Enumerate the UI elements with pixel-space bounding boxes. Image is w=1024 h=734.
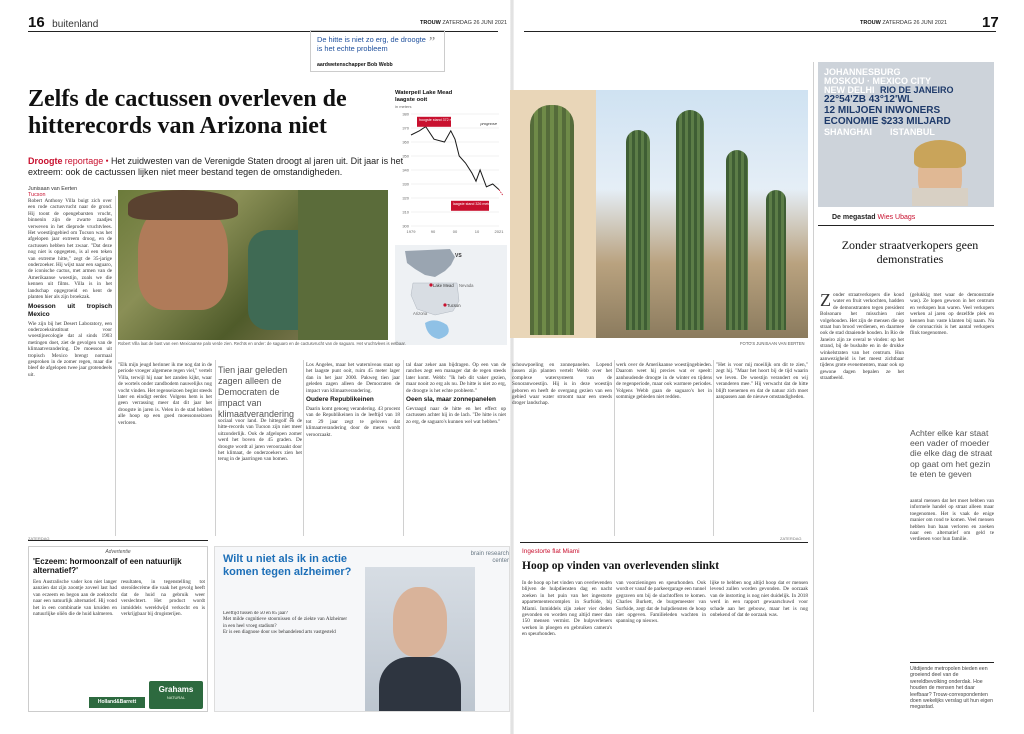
column-label-name: De megastad (832, 214, 876, 221)
article-lead-text: Het zuidwesten van de Verenigde Staten droogt al jaren uit. Dit jaar is het extreem: ook de cactussen lijken niet meer bestand tegen de omstandigheden. (28, 156, 404, 177)
page-header-left (28, 14, 98, 32)
chart-y-tick: 320 (402, 195, 409, 201)
divider (215, 360, 216, 536)
subhead-2: Oudere Republikeinen (306, 396, 374, 404)
body-column-3: sociaal voor land. De hittegolf en de hitte-records van Tucson zijn niet meer uitzonderlijk. Ook de afgelopen zomer werd het boven de 45 graden. De droogte wordt al jaren veroorzaakt door het klimaat, de onderzoekers zien het terug in de jaarringen van bomen. (218, 418, 302, 463)
chart-title (395, 90, 505, 103)
chart-y-tick: 380 (402, 111, 409, 117)
chart-series-line (411, 127, 499, 190)
column-footnote-rule (910, 662, 994, 663)
chart-title-text: Waterpeil Lake Mead (395, 90, 453, 96)
miami-column-3: lijke te hebben nog altijd hoop dat er mensen levend zullen worden gevonden. De oorzaak van de instorting is nog niet duidelijk. In 2018 werd in een rapport gewaarschuwd voor schade aan het gebouw, maar het is nog onbekend of dat de oorzaak was. (710, 580, 808, 619)
chart-ylabel: in meters (395, 104, 412, 109)
page-number-right: 17 (982, 14, 999, 31)
greenery (298, 190, 388, 340)
miami-rule (520, 542, 808, 543)
column-headline: Zonder straatverkopers geen demonstraties (841, 238, 979, 266)
chart-subtitle: laagste ooit (395, 96, 428, 103)
divider (303, 360, 304, 536)
photo-cactus-fruit (510, 90, 596, 338)
portrait-face (393, 587, 447, 657)
chart-x-tick: 10 (474, 229, 480, 234)
photo-caption: Robert Villa laat de bast van een Mexicaanse palo verde zien. Rechts en onder: de saguaro en de cactusvrucht van de saguaro. Het vruchtvlees is eetbaar. (118, 341, 406, 346)
saguaro-2 (676, 110, 704, 330)
divider (115, 196, 116, 536)
chart-annotation-high: hoogste stand 372 meter (419, 117, 459, 122)
page-number-left: 16 (28, 14, 45, 31)
footer-slug-left: ZATERDAG (28, 536, 50, 541)
city-info-panel (818, 62, 994, 207)
map-label-arizona: Arizona (413, 311, 428, 316)
photo-credit: FOTO'S JUNISAAN VAN EERTEN (740, 341, 805, 346)
ad-alz-brand: brain research center (470, 551, 509, 564)
map-label-lake-mead: Lake Mead (433, 283, 454, 288)
saguaro-3 (726, 150, 748, 330)
ad-alzheimer[interactable] (214, 546, 510, 712)
byline (28, 186, 77, 198)
chart-x-tick: 90 (430, 229, 436, 234)
chart-plot (395, 108, 507, 248)
city-coords: 22°54'ZB 43°12'WL (824, 94, 913, 105)
masthead-brand-right: TROUW (860, 20, 881, 26)
body-column-4: Los Angeles, maar het waterniveau staat op het laagste punt ooit, ruim 45 meter lager dan in het jaar 2000. Pakweg tien jaar geleden zagen alleen de Democraten de impact van klimaatverandering. Oudere Republikeinen Daarin komt genoeg verandering. 43 procent van de Republikeinen in de leeftijd van 18 tot 29 jaar zegt te geloven dat klimaatverandering door de mens wordt veroorzaakt. (306, 362, 400, 438)
city-economy: ECONOMIE $233 MILJARD (824, 116, 951, 127)
lake-shape (425, 320, 449, 339)
column-rule (818, 225, 994, 226)
ad-body-2: resultaten, in tegenstelling tot steroïdecrème die vaak het gevolg heeft dat de huid na gebruik weer verslechtert. Het product wordt inmiddels wereldwijd verkocht en is verkrijgbaar bij drogisterijen. (121, 579, 205, 618)
footer-slug-right: ZATERDAG (780, 536, 802, 541)
map-label-tucson: Tucson (447, 303, 461, 308)
section-name: buitenland (52, 19, 99, 30)
city-inhabitants: 12 MILJOEN INWONERS (824, 105, 941, 116)
ad-title: 'Eczeem: hormoonzalf of een natuurlijk alternatief?' (33, 557, 182, 575)
city-istanbul: ISTANBUL (890, 127, 935, 137)
map-label-nevada: Nevada (459, 283, 474, 288)
body-column-8: "Het is voor mij moeilijk om dit te zien," zegt hij. "Maar het hoort bij de tijd waarin we leven. De woestijn verandert en wij veranderen mee." Hij verwacht dat de hitte blijft toenemen en dat de natuur zich moet aanpassen aan de nieuwe omstandigheden. (716, 362, 808, 401)
chart-annotation-low: laagste stand 326 meter (453, 201, 492, 206)
map-svg (395, 245, 507, 345)
city-johannesburg: JOHANNESBURG (824, 67, 901, 77)
miami-slug: Ingestorte flat Miami (522, 548, 580, 555)
column-author: Wies Ubags (877, 214, 916, 221)
saguaro-1 (626, 130, 650, 330)
city-moskou-mexico: MOSKOU · MEXICO CITY (824, 76, 932, 86)
ad-eczeem[interactable] (28, 546, 208, 712)
ad-alz-bullet-3: Er is een diagnose door uw behandelend arts vastgesteld (223, 630, 336, 636)
body-column-1: Robert Anthony Villa buigt zich over een rode cactusvrucht naar de grond. Hij toont de opengebarsten vrucht, binnenin zijn de zwarte zaadjes verweven in het dieprode vruchtvlees. Het woestijngebied om Tucson was het afgelopen jaar extreem droog, en de cactussen hebben het zwaar. "Dat deze nog niet is opgegeten, is al een teken van extreme hitte," zegt de 35-jarige onderzoeker. Hij wijst naar een saguaro, de iconische cactus, met armen van de Amerikaanse woestijn, zoals we die kennen uit films. Villa is in het landschap opgegroeid en kent de planten hier als zijn broekzak. Moesson uit tropisch Mexico Wie zijn bij het Desert Laboratory, een onderzoeksinstituut voor woestijnecologie dat al sinds 1903 metingen doet, ziet de gevolgen van de klimaatverandering. De moesson uit tropisch Mexico brengt normaal gesproken in de zomer regen, maar die bleef de afgelopen twee jaar grotendeels uit. (28, 198, 112, 378)
photo-robert-villa (118, 190, 388, 340)
saguaro-4 (766, 190, 786, 330)
pull-quote-left: Tien jaar geleden zagen alleen de Democraten de impact van klimaatverandering (218, 365, 295, 419)
ad-alz-bullets (223, 611, 347, 703)
ad-label: Advertentie (105, 549, 131, 555)
column-label (832, 214, 915, 221)
lake-mead-chart (395, 90, 507, 245)
author: Junisaan van Eerten (28, 186, 78, 192)
person-hair (128, 190, 238, 220)
body-column-6: schouwpoeling en zonnepanelen. Lopend tussen zijn planten vertelt Webb over het complexe watersysteem van de Sonoranwoestijn. Hij is in deze woestijn geboren en heeft de overgang gezien van een gebied waar water stroomt naar een steeds droger landschap. (512, 362, 612, 407)
chart-x-tick: 00 (452, 229, 458, 234)
divider (813, 62, 814, 712)
column-body-1: Zonder straatverkopers die koud water en fruit verkochten, hadden de demonstranten tegen president Bolsonaro het misschien niet volgehouden. Het zijn de mensen die op straat hun brood verdienen, en daarmee ook de stad draaiende houden. In Rio de Janeiro zijn ze overal te vinden: op het strand, bij de bushalte en in de drukke winkelstraten van het centrum. Hun aanwezigheid is het meest zichtbaar tijdens grote evenementen, maar ook op gewone dagen bepalen ze het straatbeeld. (820, 292, 904, 382)
map-inset (395, 245, 507, 345)
column-footnote: Uitdijende metropolen bieden een groeiend deel van de wereldbevolking onderdak. Hoe houden de mensen het daar leefbaar? Trouw-correspondenten doen wekelijks verslag uit hun eigen megastad. (910, 666, 994, 711)
chart-y-tick: 330 (402, 181, 409, 187)
ad-left-rule (28, 540, 208, 541)
masthead-left (420, 20, 507, 26)
chart-y-tick: 340 (402, 167, 409, 173)
quote-source: aardwetenschapper Bob Webb (317, 62, 393, 68)
city-new-delhi: NEW DELHI (824, 85, 875, 95)
ad-alz-portrait (365, 567, 475, 712)
ad-alz-bullet-2: Met milde cognitieve stoornissen of de ziekte van Alzheimer in een heel vroeg stadium? (223, 617, 347, 629)
article-headline: Zelfs de cactussen overleven de hitterecords van Arizona niet (28, 86, 347, 139)
chart-y-tick: 300 (402, 223, 409, 229)
masthead-brand-left: TROUW (420, 20, 441, 26)
photo-saguaro (596, 90, 808, 338)
miami-column-2: van voorzieningen en speurhonden. Ook wordt er vanaf de parkeergarage een tunnel gegraven om bij de slachtoffers te komen. Charles Burkett, de burgemeester van Surfside, zegt dat de hulpdiensten de hoop niet opgeven. Familieleden wachten in spanning op nieuws. (616, 580, 706, 625)
chart-prognose-line (499, 190, 503, 196)
masthead-date-left: ZATERDAG 26 JUNI 2021 (442, 20, 508, 26)
body-column-5: tal daar zeker aan bijdragen. Op een van de ranches zegt een manager dat de regen steeds later komt. Webb: "Ik heb dit vaker gezien, maar nooit zo erg als nu. De hitte is niet zo erg, de droogte is het echte probleem." Oeen sla, maar zonnepanelen Gevraagd naar de hitte en het effect op cactussen achter hij in de lach. "De hitte is niet zo erg, de saguaro's kunnen wel wat hebben." (406, 362, 506, 425)
ad-alz-bullet-1: Leeftijd tussen de 50 en 85 jaar? (223, 611, 288, 616)
masthead-right (860, 20, 947, 26)
author-portrait (918, 144, 962, 204)
masthead-date-right: ZATERDAG 26 JUNI 2021 (882, 20, 948, 26)
divider (614, 360, 615, 536)
subhead-1: Moesson uit tropisch Mexico (28, 302, 112, 318)
column-body-2: (gelukkig met waar de demonstratie was). Ze lopen gewoon in het centrum en verkopen hun waren. Veel verkopers werken al jaren op dezelfde plek en kennen hun vaste klanten bij naam. Na de coronacrisis is het aantal verkopers flink toegenomen. (910, 292, 994, 337)
portrait-hair (914, 140, 966, 168)
map-label-us: VS (455, 253, 462, 259)
kicker-bullet: • (105, 156, 109, 166)
chart-x-tick: 1979 (406, 229, 416, 234)
miami-headline: Hoop op vinden van overlevenden slinkt (522, 560, 720, 572)
saguaro-trunk (530, 105, 574, 335)
brand-grahams: Grahams (158, 685, 194, 694)
body-column-7: werk over de Amerikaanse woestijngebieden. Daarom weet hij precies wat er speelt: aanhoudende droogte in de winter en tijdens de regenperiode, maar ook warmere periodes. Volgens Webb gaan de saguaro's het in sommige gebieden niet redden. (616, 362, 712, 401)
body-column-2: "Elk mijn jeugd herinner ik me nog dat in de periode vroeger algemene regen viel," vertelt Villa, terwijl hij naar het zanden kijkt, waar de wortels onder zandbodem nauwelijks nog vocht vinden. Het regenseizoen begint steeds later en eindigt eerder. Volgens hem is het geen verrassing meer dat dit jaar het droogste in jaren is. Velen in de stad hebben alle hoop op een goed moessonseizoen verloren. (118, 362, 212, 426)
chart-y-tick: 360 (402, 139, 409, 145)
column-body-3: aantal mensen dat het moet hebben van informele handel op straat alleen maar toegenomen. Het is vaak de enige manier om rond te komen. Veel mensen hebben hun baan verloren en zoeken naar een alternatief om geld te verdienen voor hun familie. (910, 498, 994, 543)
article-kicker: Droogte (28, 156, 63, 166)
miami-column-1: In de hoop op het vinden van overlevenden blijven de hulpdiensten dag en nacht zoeken in het puin van het ingestorte appartementencomplex in Surfside, bij Miami. Inmiddels zijn zeker vier doden gevonden en worden nog altijd meer dan 150 mensen vermist. De hulpverleners werken in ploegen en gebruiken camera's en speurhonden. (522, 580, 612, 638)
subhead-3: Oeen sla, maar zonnepanelen (406, 396, 496, 404)
city-shanghai: SHANGHAI (824, 127, 873, 137)
chart-y-tick: 370 (402, 125, 409, 131)
chart-annotation-prognose: prognose (480, 121, 497, 127)
chart-y-tick: 310 (402, 209, 409, 215)
quote-box (310, 30, 445, 72)
article-kicker-type: reportage (64, 156, 104, 166)
column-pull-quote: Achter elke kar staat een vader of moeder die elke dag de straat op gaat om het gezin te eten te geven (910, 428, 993, 479)
chart-y-tick: 350 (402, 153, 409, 159)
brand-holland-barrett: Holland&Barrett (89, 697, 145, 708)
ad-alz-headline: Wilt u niet als ik in actie komen tegen alzheimer? (223, 553, 352, 578)
brand-logo-grahams (149, 681, 203, 709)
ad-body-1: Een Australische vader kon niet langer aanzien dat zijn zoontje zoveel last had van eczeem en begon aan de zoektocht naar een natuurlijk alternatief. Hij vond het in een combinatie van kruiden en natuurlijke oliën die de huid kalmeren. (33, 579, 117, 618)
brand-grahams-sub: NATURAL (166, 695, 186, 700)
city-rio: RIO DE JANEIRO (880, 85, 954, 95)
quote-text: De hitte is niet zo erg, de droogte is het echte probleem (317, 35, 426, 53)
chart-x-tick: 2021 (494, 229, 504, 234)
header-rule-right (524, 31, 996, 32)
portrait-shirt (912, 188, 968, 206)
divider (403, 360, 404, 536)
divider (713, 360, 714, 536)
portrait-body (379, 657, 461, 712)
dateline-place: Tucson (28, 192, 46, 198)
usa-shape (405, 249, 455, 277)
quote-mark-icon: ” (429, 35, 436, 50)
